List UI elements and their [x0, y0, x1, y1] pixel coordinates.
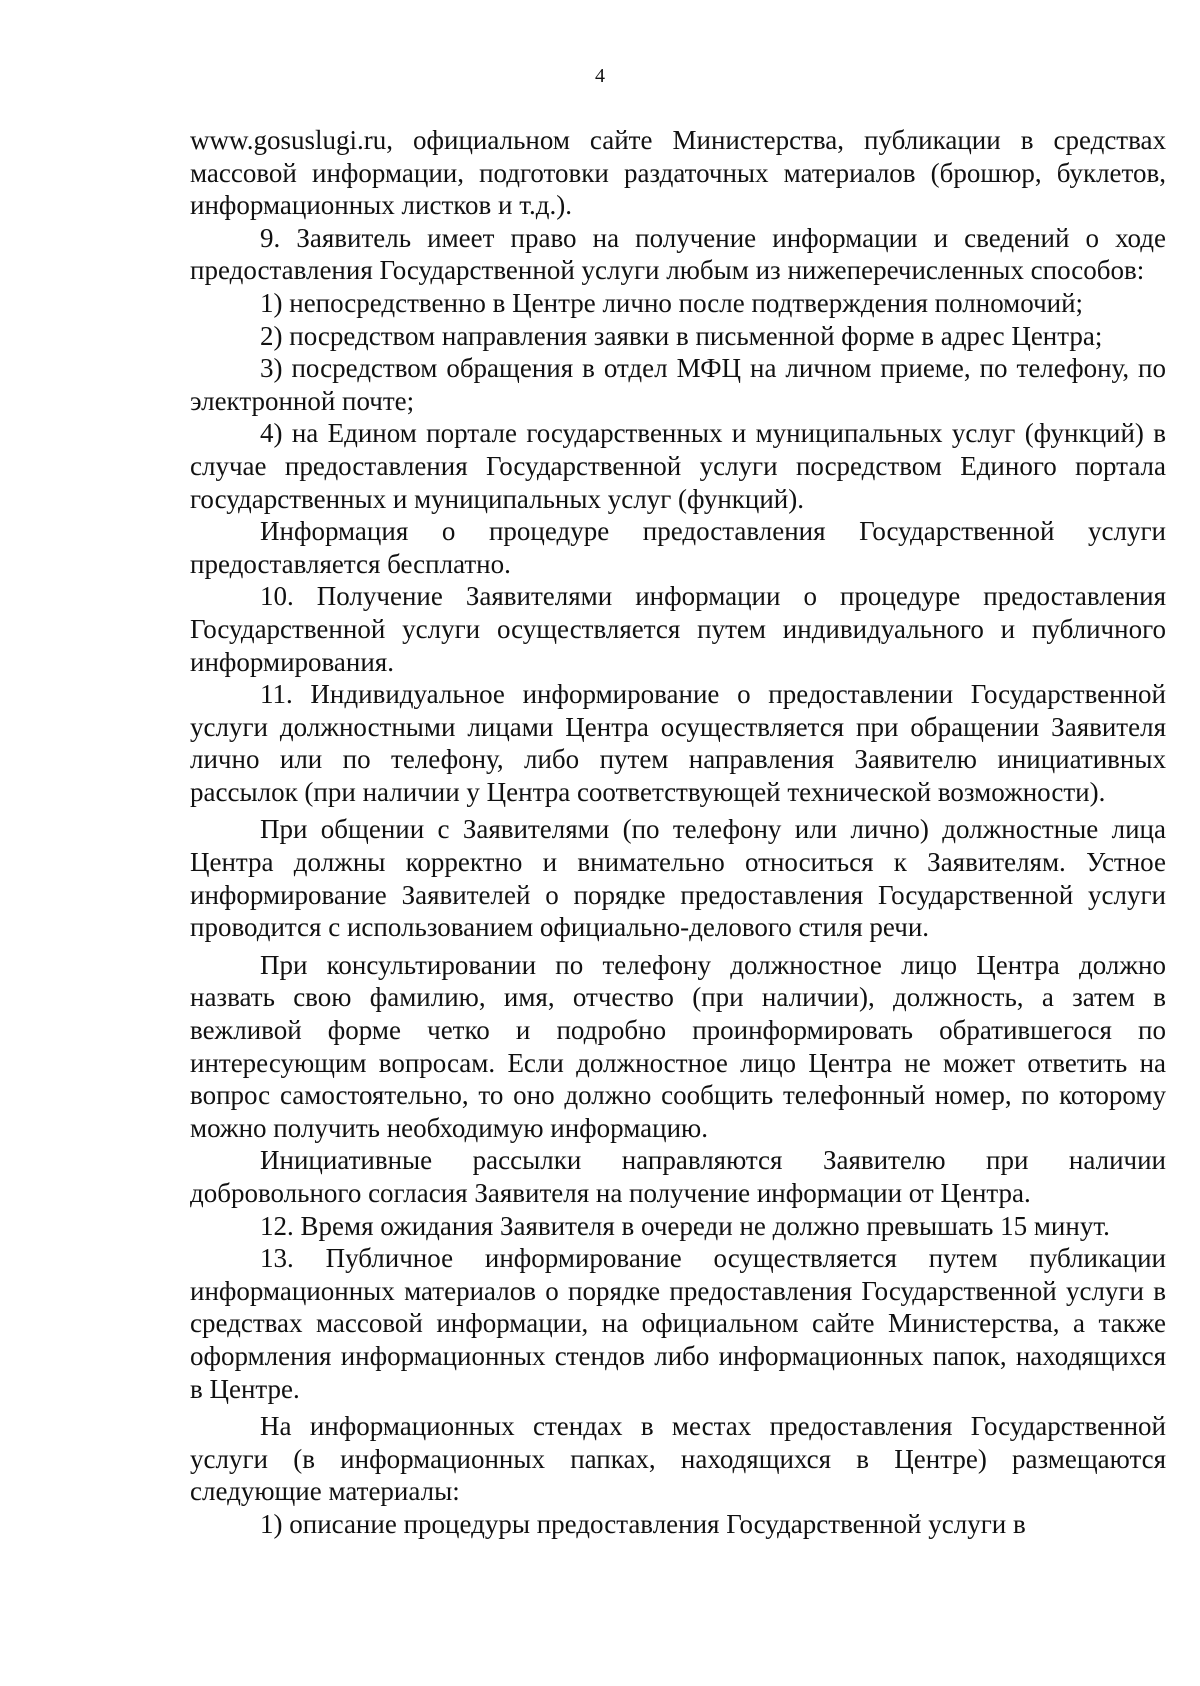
- paragraph-item-9: 9. Заявитель имеет право на получение информации и сведений о ходе предоставления Государственной услуги любым из нижеперечисленных способов:: [190, 222, 1166, 286]
- list-item-9-3: 3) посредством обращения в отдел МФЦ на личном приеме, по телефону, по электронной почте;: [190, 353, 1166, 416]
- paragraph-item-12: 12. Время ожидания Заявителя в очереди не должно превышать 15 минут.: [260, 1210, 1110, 1241]
- list-item-stands-1: 1) описание процедуры предоставления Государственной услуги в: [260, 1508, 1026, 1539]
- paragraph-info-stands: На информационных стендах в местах предоставления Государственной услуги (в информационных папках, находящихся в Центре) размещаются следующие материалы:: [190, 1411, 1166, 1507]
- list-item-9-1: 1) непосредственно в Центре лично после подтверждения полномочий;: [260, 287, 1084, 318]
- paragraph-initiative-mailings: Инициативные рассылки направляются Заявителю при наличии добровольного согласия Заявителя на получение информации от Центра.: [190, 1145, 1166, 1208]
- paragraph-phone-consulting: При консультировании по телефону должностное лицо Центра должно назвать свою фамилию, имя, отчество (при наличии), должность, а затем в вежливой форме четко и подробно проинформировать обратившегося по интересующим вопросам. Если должностное лицо Центра не может ответить на вопрос самостоятельно, то оно должно сообщить телефонный номер, по которому можно получить необходимую информацию.: [190, 949, 1166, 1143]
- paragraph-item-11: 11. Индивидуальное информирование о предоставлении Государственной услуги должностными лицами Центра осуществляется при обращении Заявителя лично или по телефону, либо путем направления Заявителю инициативных рассылок (при наличии у Центра соответствующей технической возможности).: [190, 679, 1166, 807]
- paragraph-communication: При общении с Заявителями (по телефону или лично) должностные лица Центра должны корректно и внимательно относиться к Заявителям. Устное информирование Заявителей о порядке предоставления Государственной услуги проводится с использованием официально-делового стиля речи.: [190, 814, 1166, 943]
- document-body: [190, 124, 1166, 1541]
- paragraph-continuation: www.gosuslugi.ru, официальном сайте Министерства, публикации в средствах массовой информации, подготовки раздаточных материалов (брошюр, буклетов, информационных листков и т.д.).: [190, 125, 1166, 221]
- paragraph-item-10: 10. Получение Заявителями информации о процедуре предоставления Государственной услуги осуществляется путем индивидуального и публичного информирования.: [190, 581, 1166, 677]
- paragraph-free-of-charge: Информация о процедуре предоставления Государственной услуги предоставляется бесплатно.: [190, 516, 1166, 579]
- paragraph-item-13: 13. Публичное информирование осуществляется путем публикации информационных материалов о порядке предоставления Государственной услуги в средствах массовой информации, на официальном сайте Министерства, а также оформления информационных стендов либо информационных папок, находящихся в Центре.: [190, 1243, 1166, 1404]
- list-item-9-4: 4) на Едином портале государственных и муниципальных услуг (функций) в случае предоставления Государственной услуги посредством Единого портала государственных и муниципальных услуг (функций).: [190, 418, 1166, 514]
- page-number: 4: [595, 65, 605, 87]
- list-item-9-2: 2) посредством направления заявки в письменной форме в адрес Центра;: [260, 320, 1103, 351]
